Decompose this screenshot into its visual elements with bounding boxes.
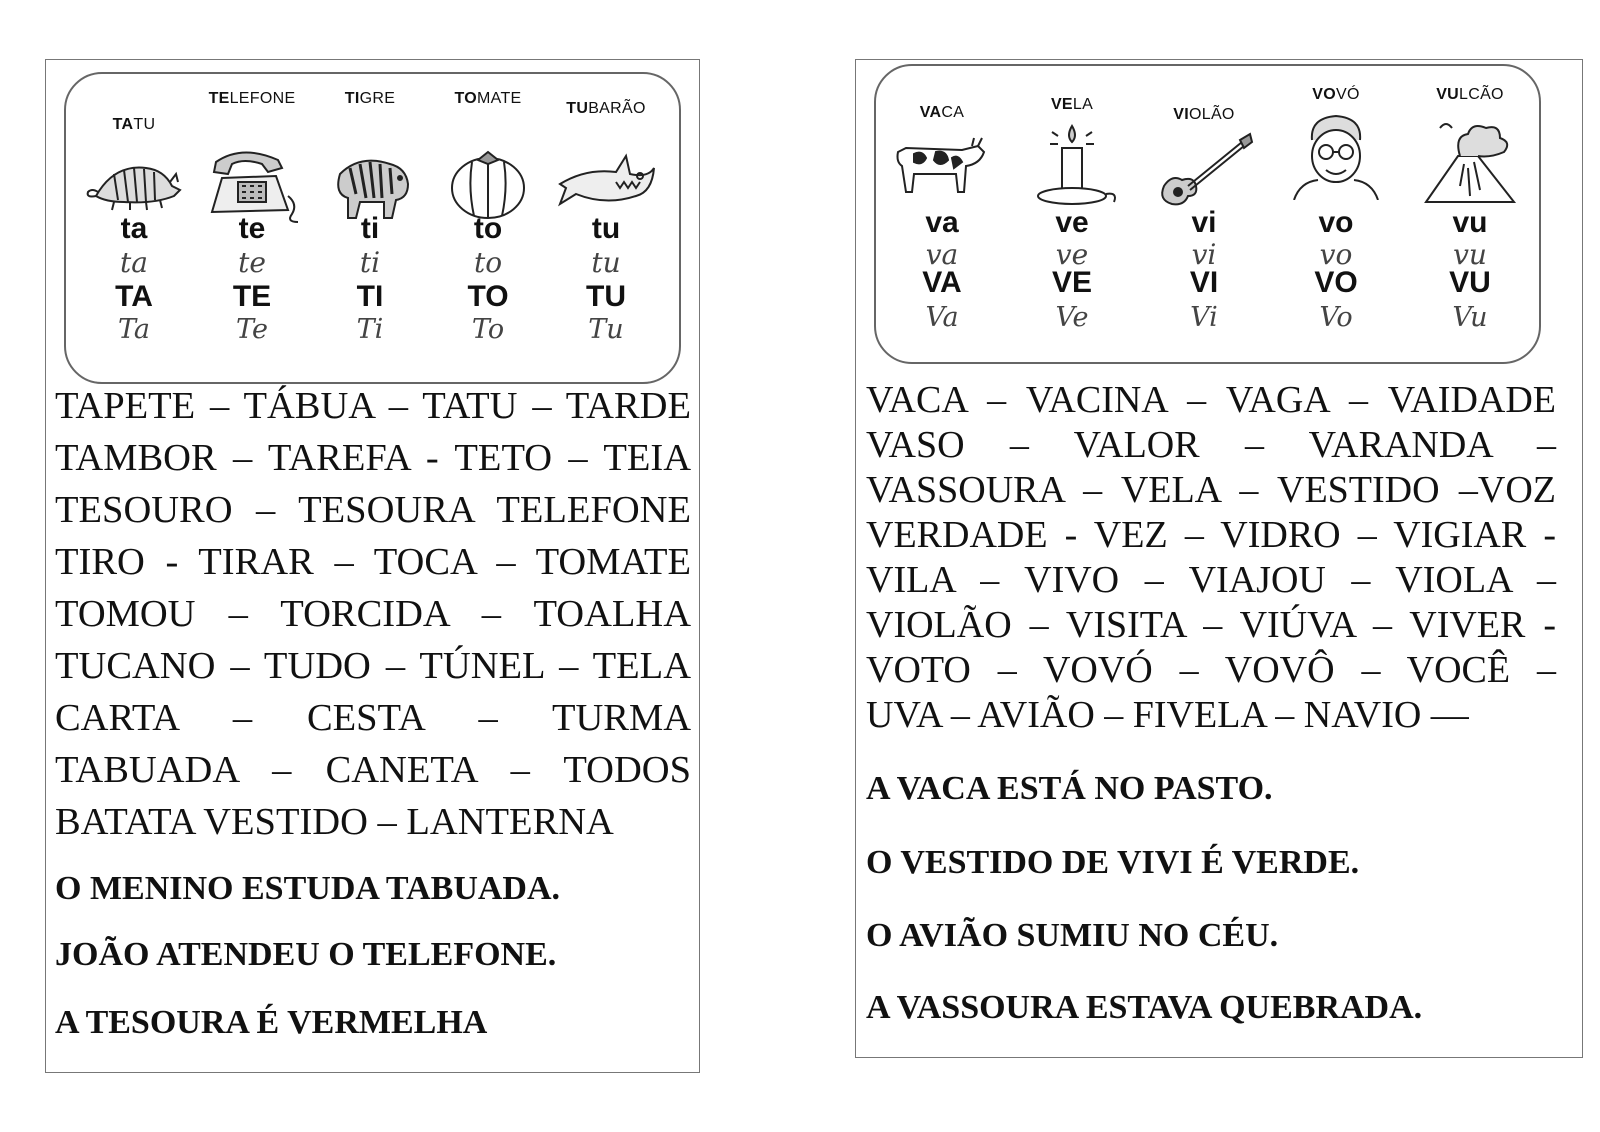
syllable-cursive-lowercase: ve xyxy=(1055,238,1089,271)
syllable-column-vu xyxy=(1410,66,1530,362)
syllable-column-vi xyxy=(1144,66,1264,362)
volcano-icon xyxy=(1420,116,1520,206)
word-line: TAMBOR – TAREFA - TETO – TEIA xyxy=(55,437,691,479)
armadillo-icon xyxy=(84,134,184,224)
syllable-cursive-lowercase: vo xyxy=(1319,238,1353,271)
syllable-lowercase: vo xyxy=(1318,206,1354,239)
syllable-column-va xyxy=(882,66,1002,362)
syllable-uppercase: VE xyxy=(1051,266,1093,299)
candle-icon xyxy=(1022,122,1122,212)
syllable-cursive-uppercase: Te xyxy=(236,314,268,345)
telephone-icon xyxy=(202,134,302,224)
word-line: TABUADA – CANETA – TODOS xyxy=(55,749,691,791)
word-line: UVA – AVIÃO – FIVELA – NAVIO — xyxy=(866,694,1469,736)
syllable-cursive-uppercase: Ve xyxy=(1055,302,1089,333)
syllable-lowercase: ve xyxy=(1055,206,1089,239)
syllable-cursive-uppercase: Ta xyxy=(117,314,150,345)
syllable-column-te xyxy=(192,74,312,382)
syllable-lowercase: ta xyxy=(120,212,148,245)
word-line: CARTA – CESTA – TURMA xyxy=(55,697,691,739)
tomato-icon xyxy=(438,134,538,224)
word-line: VASO – VALOR – VARANDA – xyxy=(866,424,1556,466)
syllable-uppercase: TU xyxy=(586,280,626,313)
shark-icon xyxy=(556,134,656,224)
syllable-column-ve xyxy=(1012,66,1132,362)
syllable-uppercase: TI xyxy=(356,280,384,313)
syllable-cursive-lowercase: ti xyxy=(359,246,381,279)
syllable-lowercase: va xyxy=(925,206,959,239)
syllable-uppercase: TA xyxy=(115,280,153,313)
syllable-cursive-uppercase: Tu xyxy=(588,314,624,345)
word-list-t xyxy=(55,380,691,848)
guitar-icon xyxy=(1154,122,1254,212)
picture-label: VACA xyxy=(919,104,965,121)
picture-label: VELA xyxy=(1050,96,1094,113)
cow-icon xyxy=(892,122,992,212)
syllable-uppercase: TE xyxy=(232,280,272,313)
word-line: TAPETE – TÁBUA – TATU – TARDE xyxy=(55,385,691,427)
syllable-lowercase: te xyxy=(238,212,266,245)
syllable-column-ti xyxy=(310,74,430,382)
word-line: TUCANO – TUDO – TÚNEL – TELA xyxy=(55,645,691,687)
picture-label: VULCÃO xyxy=(1436,86,1504,103)
sentence: O MENINO ESTUDA TABUADA. xyxy=(55,870,561,907)
sentence: JOÃO ATENDEU O TELEFONE. xyxy=(55,936,557,973)
syllable-cursive-lowercase: te xyxy=(238,246,266,279)
syllable-lowercase: tu xyxy=(591,212,621,245)
picture-label: TIGRE xyxy=(344,90,396,107)
sentence: A VACA ESTÁ NO PASTO. xyxy=(866,770,1273,807)
picture-label: VOVÓ xyxy=(1312,86,1360,103)
grandma-icon xyxy=(1286,110,1386,200)
syllable-cursive-lowercase: vi xyxy=(1191,238,1217,271)
syllable-uppercase: VO xyxy=(1314,266,1358,299)
syllable-cursive-uppercase: Vi xyxy=(1190,302,1218,333)
syllable-uppercase: TO xyxy=(467,280,509,313)
picture-label: VIOLÃO xyxy=(1173,106,1235,123)
word-line: TIRO - TIRAR – TOCA – TOMATE xyxy=(55,541,691,583)
word-line: TESOURO – TESOURA TELEFONE xyxy=(55,489,691,531)
worksheet-page-t xyxy=(45,59,700,1073)
word-line: VILA – VIVO – VIAJOU – VIOLA – xyxy=(866,559,1556,601)
syllable-cursive-uppercase: Ti xyxy=(356,314,384,345)
word-list-v xyxy=(866,378,1556,738)
syllable-cursive-lowercase: vu xyxy=(1453,238,1487,271)
sentence: O AVIÃO SUMIU NO CÉU. xyxy=(866,917,1279,954)
sentence: A VASSOURA ESTAVA QUEBRADA. xyxy=(866,989,1423,1026)
word-line: VASSOURA – VELA – VESTIDO –VOZ xyxy=(866,469,1556,511)
word-line: BATATA VESTIDO – LANTERNA xyxy=(55,801,614,843)
word-line: VOTO – VOVÓ – VOVÔ – VOCÊ – xyxy=(866,649,1556,691)
picture-label: TOMATE xyxy=(454,90,522,107)
worksheet-page-v xyxy=(855,59,1583,1058)
picture-label: TELEFONE xyxy=(208,90,296,107)
syllable-cursive-lowercase: ta xyxy=(120,246,148,279)
syllable-cursive-uppercase: Va xyxy=(925,302,959,333)
syllable-cursive-uppercase: Vu xyxy=(1452,302,1488,333)
word-line: VERDADE - VEZ – VIDRO – VIGIAR - xyxy=(866,514,1556,556)
syllable-cursive-lowercase: va xyxy=(925,238,959,271)
syllable-uppercase: VA xyxy=(922,266,962,299)
syllable-uppercase: VU xyxy=(1449,266,1491,299)
sentence: A TESOURA É VERMELHA xyxy=(55,1004,488,1041)
word-line: VIOLÃO – VISITA – VIÚVA – VIVER - xyxy=(866,604,1556,646)
syllable-cursive-lowercase: to xyxy=(473,246,503,279)
syllable-column-ta xyxy=(74,74,194,382)
syllable-lowercase: vu xyxy=(1452,206,1488,239)
syllable-uppercase: VI xyxy=(1189,266,1219,299)
syllable-column-vo xyxy=(1276,66,1396,362)
syllable-lowercase: ti xyxy=(360,212,380,245)
word-line: TOMOU – TORCIDA – TOALHA xyxy=(55,593,691,635)
picture-label: TUBARÃO xyxy=(566,100,646,117)
word-line: VACA – VACINA – VAGA – VAIDADE xyxy=(866,379,1556,421)
syllable-family-box-v xyxy=(874,64,1541,364)
syllable-cursive-lowercase: tu xyxy=(591,246,621,279)
syllable-column-to xyxy=(428,74,548,382)
syllable-lowercase: vi xyxy=(1191,206,1217,239)
syllable-family-box-t xyxy=(64,72,681,384)
syllable-cursive-uppercase: To xyxy=(471,314,505,345)
syllable-cursive-uppercase: Vo xyxy=(1319,302,1353,333)
sentence: O VESTIDO DE VIVI É VERDE. xyxy=(866,844,1360,881)
syllable-lowercase: to xyxy=(473,212,503,245)
syllable-column-tu xyxy=(546,74,666,382)
tiger-icon xyxy=(320,134,420,224)
picture-label: TATU xyxy=(112,116,156,133)
